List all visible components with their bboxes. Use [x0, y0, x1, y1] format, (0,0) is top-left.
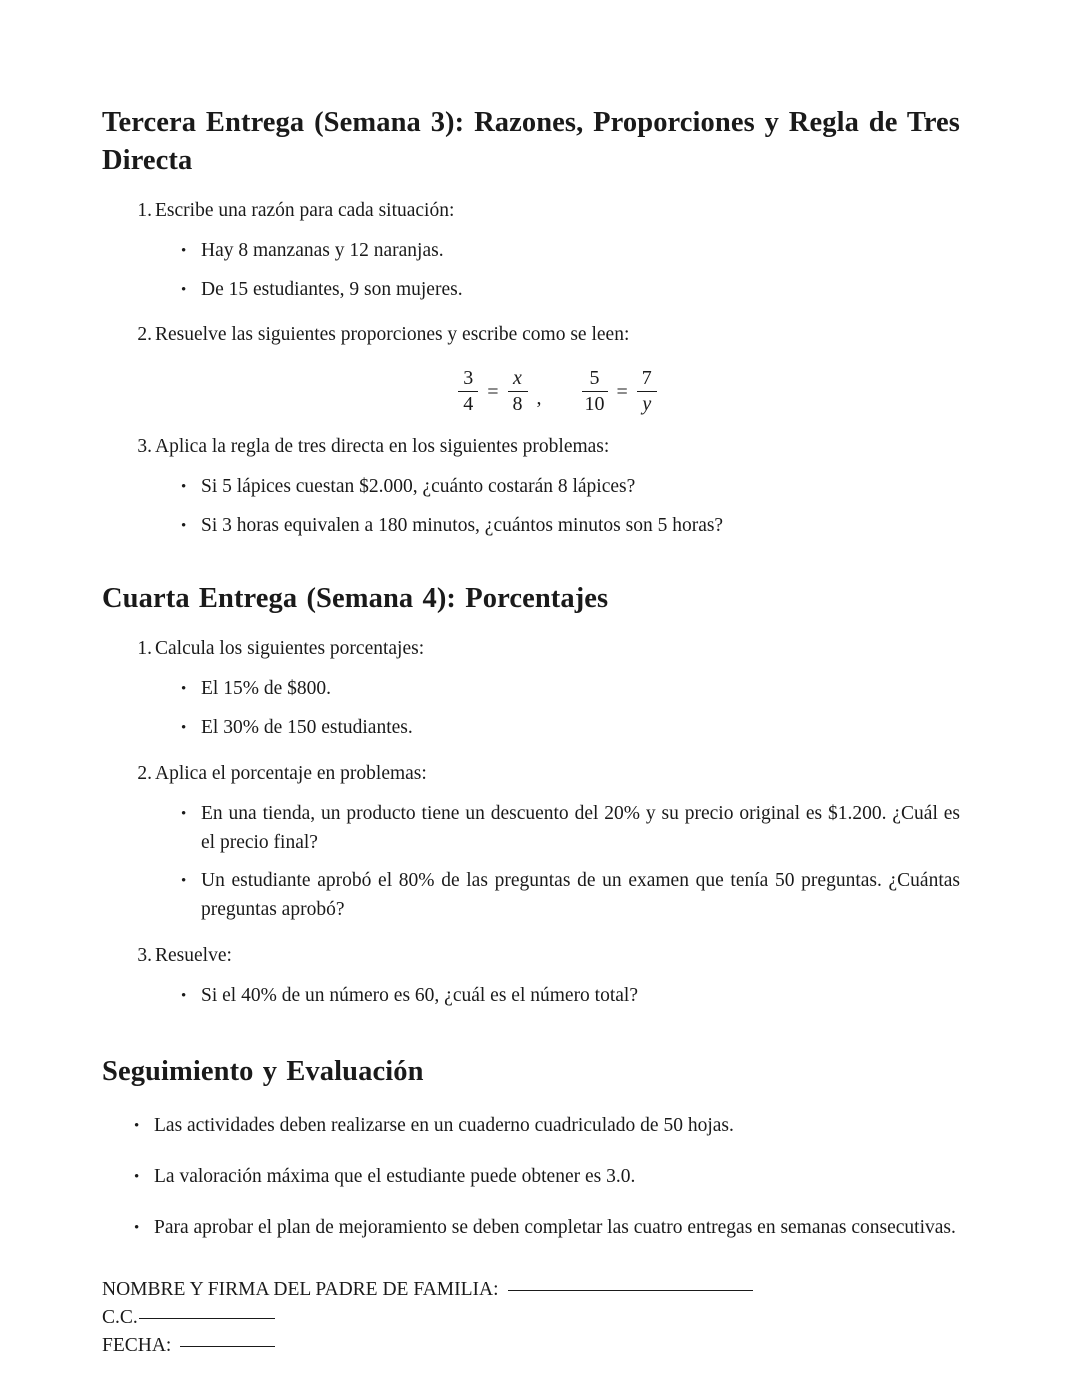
signature-row-cc: [102, 1304, 960, 1332]
item-text: Resuelve las siguientes proporciones y escribe como se leen:: [155, 324, 630, 346]
numbered-list-cuarta-entrega: [102, 634, 960, 1010]
bullet-text: Si el 40% de un número es 60, ¿cuál es el número total?: [201, 984, 638, 1006]
numerator: 5: [589, 366, 600, 389]
denominator: 8: [512, 393, 523, 416]
bullet-icon: •: [181, 281, 187, 298]
item-number: 1.: [137, 199, 152, 221]
list-item: [102, 941, 960, 1011]
signature-label: NOMBRE Y FIRMA DEL PADRE DE FAMILIA:: [102, 1279, 499, 1301]
document-content: [102, 104, 960, 1360]
list-item: [102, 196, 960, 305]
denominator: y: [642, 393, 652, 416]
list-item: [155, 675, 960, 704]
bullet-list: [155, 237, 960, 304]
equation-comma: ,: [536, 386, 542, 409]
signature-row-nombre-firma: [102, 1276, 960, 1304]
list-item: [155, 800, 960, 857]
bullet-text: En una tienda, un producto tiene un descuento del 20% y su precio original es $1.200. ¿Cuál es el precio final?: [201, 803, 960, 853]
item-text: Calcula los siguientes porcentajes:: [155, 638, 425, 660]
signature-line-fecha[interactable]: [180, 1346, 275, 1347]
bullet-text: La valoración máxima que el estudiante puede obtener es 3.0.: [154, 1166, 636, 1188]
signature-block: [102, 1276, 960, 1359]
list-item: [102, 759, 960, 925]
signature-line-cc[interactable]: [139, 1318, 275, 1319]
list-item: [102, 1112, 960, 1141]
list-item: [155, 237, 960, 266]
fraction-left: [458, 368, 478, 416]
bullet-icon: •: [134, 1169, 140, 1186]
equation-first: [458, 368, 541, 416]
list-item: [155, 982, 960, 1011]
bullet-list: [155, 800, 960, 925]
signature-label: C.C.: [102, 1307, 138, 1329]
list-item: [155, 473, 960, 502]
numerator: 7: [641, 366, 652, 389]
item-text: Resuelve:: [155, 944, 232, 966]
list-item: [102, 1163, 960, 1192]
list-item: [155, 867, 960, 924]
bullet-icon: •: [134, 1219, 140, 1236]
denominator: 4: [463, 393, 474, 416]
equals-sign: =: [487, 380, 499, 403]
item-number: 3.: [137, 944, 152, 966]
list-item: [102, 320, 960, 415]
section-heading-tercera-entrega: Tercera Entrega (Semana 3): Razones, Proporciones y Regla de Tres Directa: [102, 107, 960, 176]
bullet-text: El 30% de 150 estudiantes.: [201, 717, 413, 739]
bullet-text: De 15 estudiantes, 9 son mujeres.: [201, 278, 463, 300]
numerator: x: [513, 366, 522, 389]
item-number: 1.: [137, 638, 152, 660]
bullet-text: Si 5 lápices cuestan $2.000, ¿cuánto costarán 8 lápices?: [201, 476, 636, 498]
signature-label: FECHA:: [102, 1334, 172, 1356]
fraction-bar: [582, 391, 608, 392]
item-number: 2.: [137, 762, 152, 784]
item-text: Aplica el porcentaje en problemas:: [155, 762, 427, 784]
bullet-icon: •: [181, 873, 187, 890]
bullet-icon: •: [181, 681, 187, 698]
denominator: 10: [584, 393, 605, 416]
fraction-right: [508, 368, 528, 416]
bullet-list: [155, 473, 960, 540]
bullet-text: Para aprobar el plan de mejoramiento se deben completar las cuatro entregas en semanas consecutivas.: [154, 1216, 956, 1238]
math-display-proportions: [155, 368, 960, 416]
list-item: [102, 634, 960, 743]
bullet-icon: •: [181, 806, 187, 823]
section-heading-seguimiento: Seguimiento y Evaluación: [102, 1055, 424, 1087]
numbered-list-tercera-entrega: [102, 196, 960, 541]
list-item: [102, 432, 960, 541]
fraction-bar: [508, 391, 528, 392]
bullet-text: Las actividades deben realizarse en un cuaderno cuadriculado de 50 hojas.: [154, 1115, 734, 1137]
item-text: Escribe una razón para cada situación:: [155, 199, 455, 221]
fraction-left: [582, 368, 608, 416]
item-number: 3.: [137, 435, 152, 457]
bullet-icon: •: [181, 720, 187, 737]
list-item: [155, 512, 960, 541]
bullet-text: Un estudiante aprobó el 80% de las preguntas de un examen que tenía 50 preguntas. ¿Cuántas preguntas aprobó?: [201, 870, 960, 921]
bullet-icon: •: [181, 517, 187, 534]
bullet-list-seguimiento: [102, 1112, 960, 1242]
item-number: 2.: [137, 324, 152, 346]
bullet-text: Si 3 horas equivalen a 180 minutos, ¿cuántos minutos son 5 horas?: [201, 514, 724, 536]
equation-second: [582, 368, 657, 416]
fraction-bar: [458, 391, 478, 392]
signature-row-fecha: [102, 1332, 960, 1360]
bullet-text: El 15% de $800.: [201, 678, 331, 700]
section-heading-cuarta-entrega: Cuarta Entrega (Semana 4): Porcentajes: [102, 583, 609, 615]
bullet-icon: •: [181, 243, 187, 260]
numerator: 3: [463, 366, 474, 389]
item-text: Aplica la regla de tres directa en los siguientes problemas:: [155, 435, 610, 457]
bullet-icon: •: [134, 1118, 140, 1135]
fraction-right: [637, 368, 657, 416]
list-item: [155, 714, 960, 743]
equals-sign: =: [616, 380, 628, 403]
fraction-bar: [637, 391, 657, 392]
signature-line-nombre-firma[interactable]: [508, 1290, 753, 1291]
list-item: [102, 1214, 960, 1243]
list-item: [155, 276, 960, 305]
bullet-icon: •: [181, 479, 187, 496]
bullet-list: [155, 982, 960, 1011]
bullet-text: Hay 8 manzanas y 12 naranjas.: [201, 240, 444, 262]
bullet-icon: •: [181, 987, 187, 1004]
bullet-list: [155, 675, 960, 742]
